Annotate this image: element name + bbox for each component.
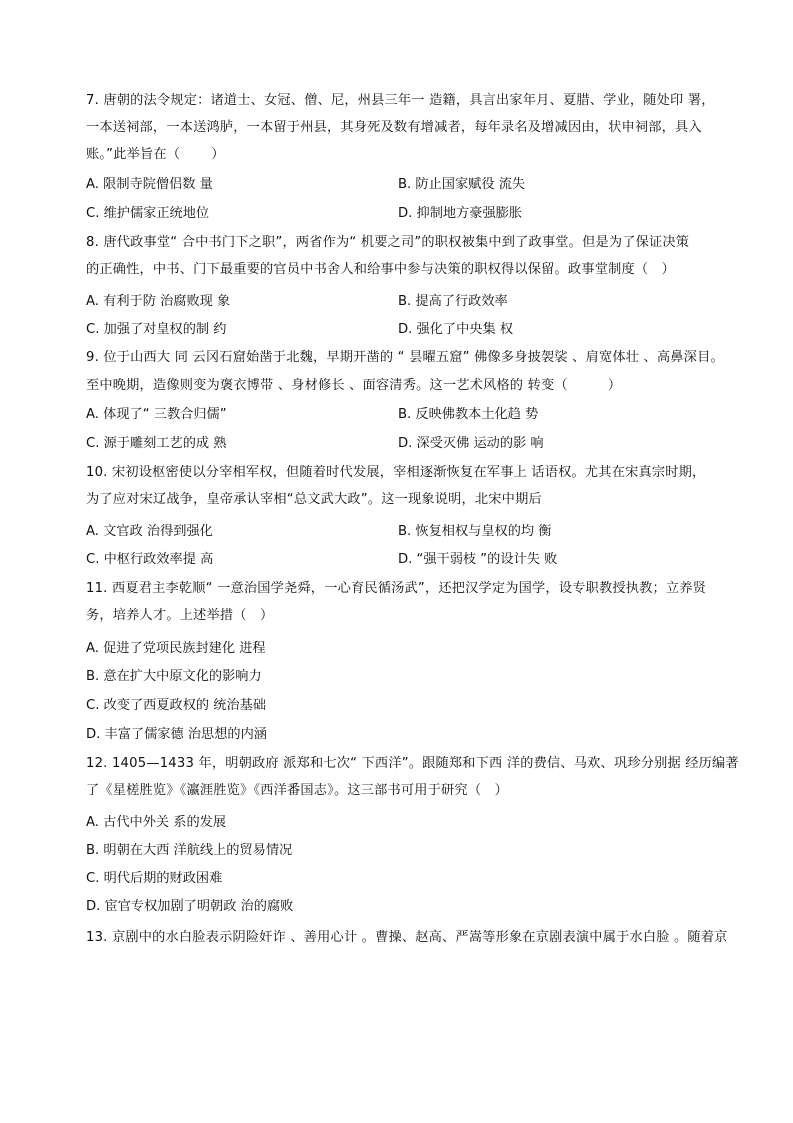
q10-line-1: 10. 宋初设枢密使以分宰相军权，但随着时代发展，宰相逐渐恢复在军事上 话语权。尤其在宋真宗时期， xyxy=(86,465,706,480)
q12-option-a[interactable]: A. 古代中外关 系的发展 xyxy=(86,815,227,830)
q8-option-d[interactable]: D. 强化了中央集 权 xyxy=(398,322,514,337)
q9-option-a[interactable]: A. 体现了“ 三教合归儒” xyxy=(86,407,227,422)
q9-option-c[interactable]: C. 源于雕刻工艺的成 熟 xyxy=(86,436,227,451)
q8-line-1: 8. 唐代政事堂“ 合中书门下之职”，两省作为“ 机要之司”的职权被集中到了政事堂。但是为了保证决策 xyxy=(86,235,690,250)
q13-line-1: 13. 京剧中的水白脸表示阴险奸诈 、善用心计 。曹操、赵高、严嵩等形象在京剧表演中属于水白脸 。随着京 xyxy=(86,930,728,945)
q11-line-2: 务，培养人才。上述举措（ ） xyxy=(86,608,274,623)
q11-option-c[interactable]: C. 改变了西夏政权的 统治基础 xyxy=(86,698,267,713)
q12-line-1: 12. 1405—1433 年，明朝政府 派郑和七次“ 下西洋”。跟随郑和下西 洋的费信、马欢、巩珍分别据 经历编著 xyxy=(86,756,739,771)
q7-line-2: 一本送祠部，一本送鸿胪，一本留于州县，其身死及数有增减者，每年录名及增减因由，状申祠部，具入 xyxy=(86,120,702,135)
q8-option-c[interactable]: C. 加强了对皇权的制 约 xyxy=(86,322,227,337)
q7-line-3: 账。”此举旨在（ ） xyxy=(86,147,225,162)
q12-option-c[interactable]: C. 明代后期的财政困难 xyxy=(86,871,223,886)
q8-option-a[interactable]: A. 有利于防 治腐败现 象 xyxy=(86,294,231,309)
q8-option-b[interactable]: B. 提高了行政效率 xyxy=(398,294,508,309)
q11-option-d[interactable]: D. 丰富了儒家德 治思想的内涵 xyxy=(86,727,267,742)
q11-option-b[interactable]: B. 意在扩大中原文化的影响力 xyxy=(86,669,262,684)
q10-option-b[interactable]: B. 恢复相权与皇权的均 衡 xyxy=(398,524,552,539)
q7-option-d[interactable]: D. 抑制地方豪强膨胀 xyxy=(398,206,523,221)
q10-option-c[interactable]: C. 中枢行政效率提 高 xyxy=(86,552,214,567)
q7-option-c[interactable]: C. 维护儒家正统地位 xyxy=(86,206,210,221)
q9-line-2: 至中晚期，造像则变为褒衣博带 、身材修长 、面容清秀。这一艺术风格的 转变（ ） xyxy=(86,378,622,393)
q11-line-1: 11. 西夏君主李乾顺“ 一意治国学尧舜，一心育民循汤武”，还把汉学定为国学，设专职教授执教；立养贤 xyxy=(86,581,707,596)
q10-option-a[interactable]: A. 文官政 治得到强化 xyxy=(86,524,213,539)
q10-line-2: 为了应对宋辽战争，皇帝承认宰相“总文武大政”。这一现象说明，北宋中期后 xyxy=(86,492,542,507)
q9-option-d[interactable]: D. 深受灭佛 运动的影 响 xyxy=(398,436,544,451)
q12-option-d[interactable]: D. 宦官专权加剧了明朝政 治的腐败 xyxy=(86,899,294,914)
q7-option-b[interactable]: B. 防止国家赋役 流失 xyxy=(398,177,526,192)
q12-option-b[interactable]: B. 明朝在大西 洋航线上的贸易情况 xyxy=(86,843,293,858)
q7-option-a[interactable]: A. 限制寺院僧侣数 量 xyxy=(86,177,213,192)
q9-option-b[interactable]: B. 反映佛教本土化趋 势 xyxy=(398,407,539,422)
q8-line-2: 的正确性，中书、门下最重要的官员中书舍人和给事中参与决策的职权得以保留。政事堂制度（ ） xyxy=(86,262,676,277)
q9-line-1: 9. 位于山西大 同 云冈石窟始凿于北魏，早期开凿的 “ 昙曜五窟” 佛像多身披袈裟 、肩宽体壮 、高鼻深目。 xyxy=(86,350,724,365)
q11-option-a[interactable]: A. 促进了党项民族封建化 进程 xyxy=(86,641,266,656)
q7-line-1: 7. 唐朝的法令规定：诸道士、女冠、僧、尼，州县三年一 造籍，具言出家年月、夏腊、学业，随处印 署， xyxy=(86,93,715,108)
q12-line-2: 了《星槎胜览》《瀛涯胜览》《西洋番国志》。这三部书可用于研究（ ） xyxy=(86,783,508,798)
q10-option-d[interactable]: D. “强干弱枝 ”的设计失 败 xyxy=(398,552,558,567)
